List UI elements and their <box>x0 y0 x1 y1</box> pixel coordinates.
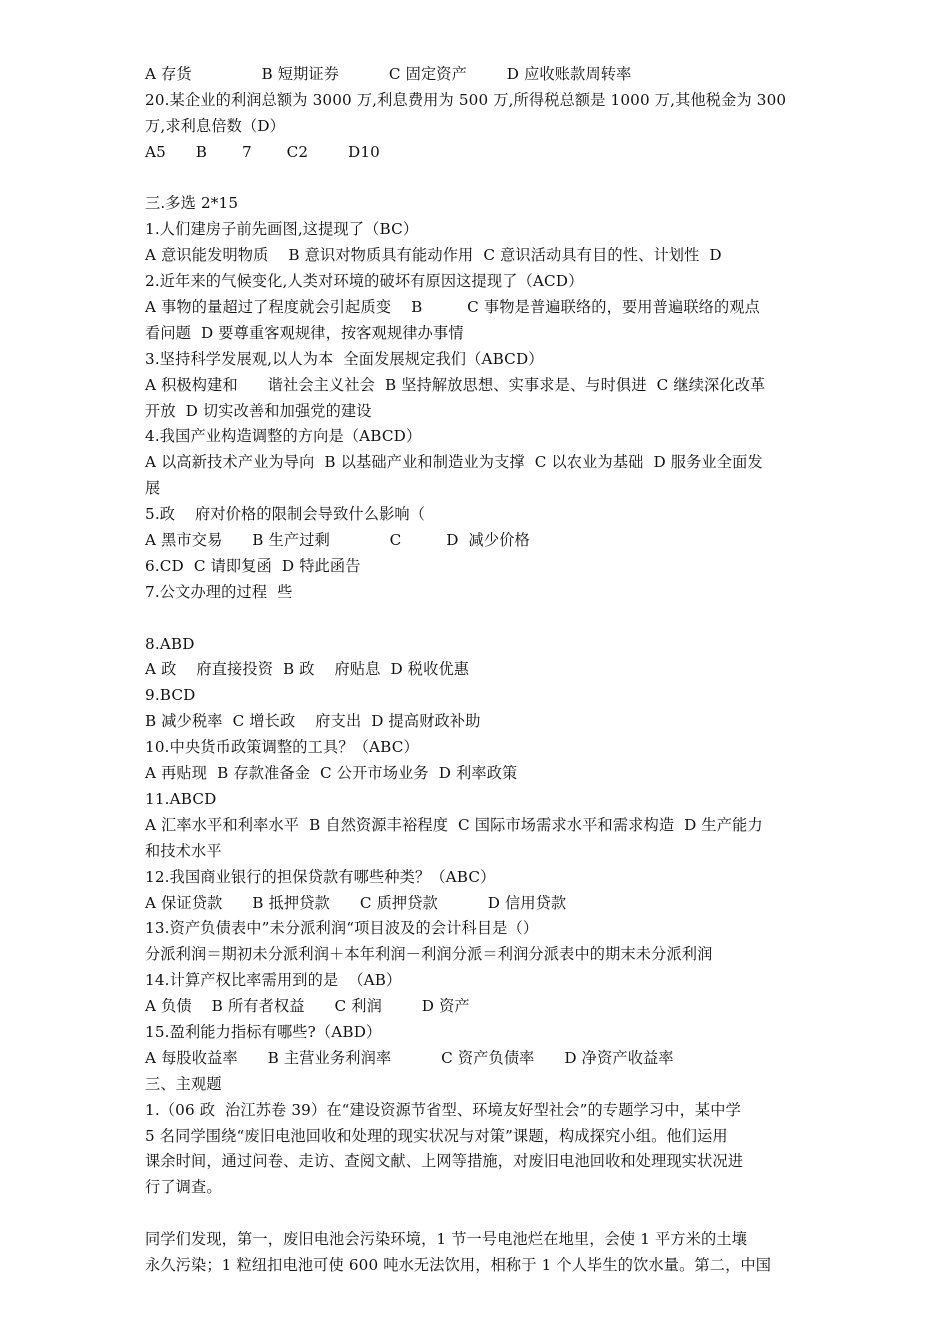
text-line: 永久污染；1 粒纽扣电池可使 600 吨水无法饮用，相称于 1 个人毕生的饮水量。第二，中国 <box>145 1255 772 1274</box>
blank-line <box>145 606 810 632</box>
text-line: 12.我国商业银行的担保贷款有哪些种类？（ABC） <box>145 867 496 886</box>
text-line: 开放 D 切实改善和加强党的建设 <box>145 401 372 420</box>
text-line: 8.ABD <box>145 634 195 653</box>
text-line: 13.资产负债表中”未分派利润“项目波及的会计科目是（） <box>145 919 539 938</box>
text-line: 同学们发现，第一，废旧电池会污染环境，1 节一号电池烂在地里，会使 1 平方米的土壤 <box>145 1230 748 1249</box>
text-line: 4.我国产业构造调整的方向是（ABCD） <box>145 427 422 446</box>
blank-line <box>145 1201 810 1227</box>
text-line: A5 B 7 C2 D10 <box>145 142 380 161</box>
text-line: 三、主观题 <box>145 1074 222 1093</box>
text-line: 10.中央货币政策调整的工具？（ABC） <box>145 738 419 757</box>
text-line: A 积极构建和 谐社会主义社会 B 坚持解放思想、实事求是、与时俱进 C 继续深化改革 <box>145 375 766 394</box>
text-line: 看问题 D 要尊重客观规律，按客观规律办事情 <box>145 323 464 342</box>
text-line: 15.盈利能力指标有哪些?（ABD） <box>145 1022 382 1041</box>
text-line: 5.政 府对价格的限制会导致什么影响（ <box>145 505 426 524</box>
text-line: 三.多选 2*15 <box>145 194 239 213</box>
text-line: 展 <box>145 479 161 498</box>
text-line: 1.（06 政 治江苏卷 39）在“建设资源节省型、环境友好型社会”的专题学习中，某中学 <box>145 1100 741 1119</box>
text-line: 分派利润＝期初未分派利润＋本年利润－利润分派＝利润分派表中的期末未分派利润 <box>145 945 713 964</box>
text-line: A 存货 B 短期证券 C 固定资产 D 应收账款周转率 <box>145 65 632 83</box>
text-line: 课余时间，通过问卷、走访、查阅文献、上网等措施，对废旧电池回收和处理现实状况进 <box>145 1152 744 1171</box>
text-line: A 黑市交易 B 生产过剩 C D 减少价格 <box>145 531 530 550</box>
text-line: A 事物的量超过了程度就会引起质变 B C 事物是普遍联络的，要用普遍联络的观点 <box>145 298 761 317</box>
text-line: A 保证贷款 B 抵押贷款 C 质押贷款 D 信用贷款 <box>145 893 567 912</box>
text-line: 3.坚持科学发展观,以人为本 全面发展规定我们（ABCD） <box>145 349 544 368</box>
text-line: A 汇率水平和利率水平 B 自然资源丰裕程度 C 国际市场需求水平和需求构造 D 生产能力 <box>145 815 763 834</box>
text-line: A 以高新技术产业为导向 B 以基础产业和制造业为支撑 C 以农业为基础 D 服务业全面发 <box>145 453 763 472</box>
text-line: 11.ABCD <box>145 789 217 808</box>
text-line: A 意识能发明物质 B 意识对物质具有能动作用 C 意识活动具有目的性、计划性 D <box>145 246 722 265</box>
text-line: 7.公文办理的过程 些 <box>145 582 293 601</box>
text-line: 2.近年来的气候变化,人类对环境的破坏有原因这提现了（ACD） <box>145 272 584 291</box>
text-line: A 政 府直接投资 B 政 府贴息 D 税收优惠 <box>145 660 470 679</box>
text-line: B 减少税率 C 增长政 府支出 D 提高财政补助 <box>145 712 481 731</box>
text-line: 万,求利息倍数（D） <box>145 116 286 135</box>
text-line: 20.某企业的利润总额为 3000 万,利息费用为 500 万,所得税总额是 1000 万,其他税金为 300 <box>145 90 787 109</box>
text-line: 和技术水平 <box>145 841 222 860</box>
text-line: 行了调查。 <box>145 1178 222 1197</box>
text-line: A 再贴现 B 存款准备金 C 公开市场业务 D 利率政策 <box>145 764 518 783</box>
text-line: 14.计算产权比率需用到的是 （AB） <box>145 971 402 990</box>
blank-line <box>145 166 810 192</box>
text-line: 1.人们建房子前先画图,这提现了（BC） <box>145 220 419 239</box>
text-line: 5 名同学围绕“废旧电池回收和处理的现实状况与对策”课题，构成探究小组。他们运用 <box>145 1126 728 1145</box>
text-line: 9.BCD <box>145 686 196 705</box>
text-line: A 每股收益率 B 主营业务利润率 C 资产负债率 D 净资产收益率 <box>145 1048 674 1067</box>
text-line: A 负债 B 所有者权益 C 利润 D 资产 <box>145 997 470 1016</box>
text-line: 6.CD C 请即复函 D 特此函告 <box>145 556 361 575</box>
document-body <box>145 62 810 1279</box>
